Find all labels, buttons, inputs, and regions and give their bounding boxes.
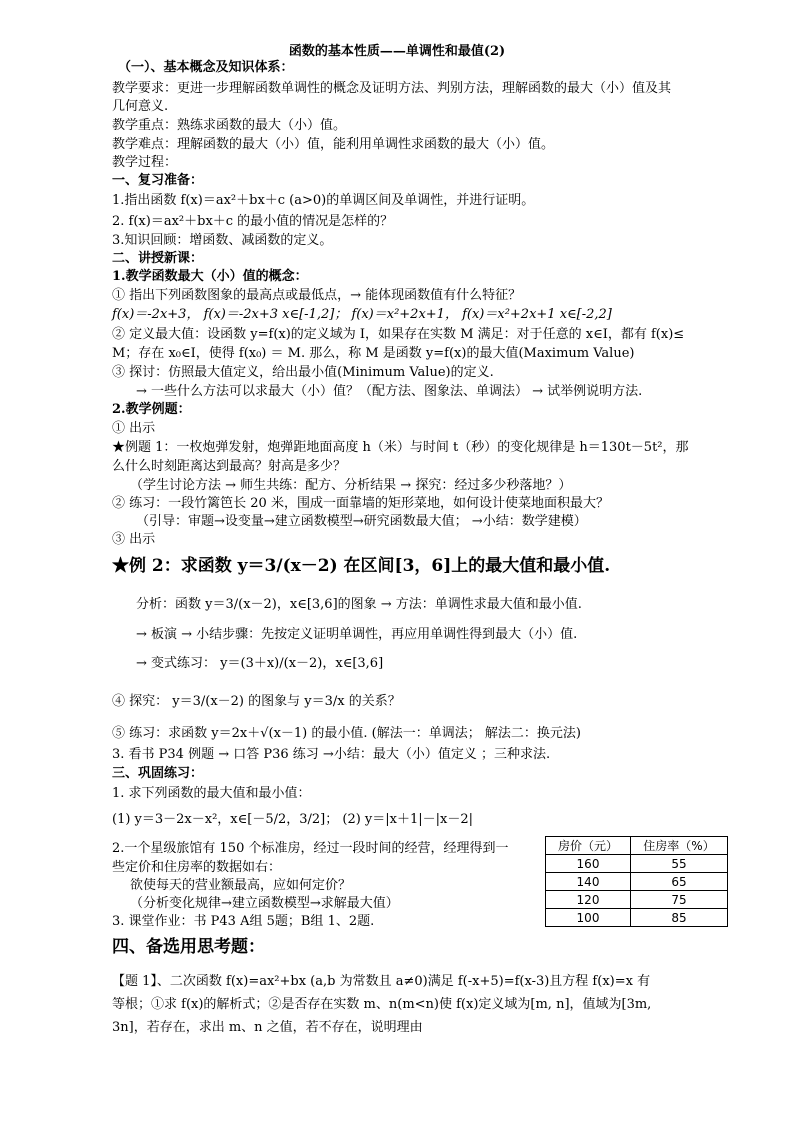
table-cell-price: 100 (546, 909, 631, 927)
page-title: 函数的基本性质——单调性和最值(2) (288, 44, 506, 59)
concept-item-1: ① 指出下列函数图象的最高点或最低点，→ 能体现函数值有什么特征？ (112, 288, 522, 303)
problem-1: 【题 1】、二次函数 f(x)=ax²+bx (a,b 为常数且 a≠0)满足 f(-x+5)=f(x-3)且方程 f(x)=x 有 (112, 974, 651, 989)
table-header-occupancy: 住房率（%） (631, 837, 728, 855)
section-new-lesson: 二、讲授新课： (112, 251, 204, 266)
hotel-problem-cont: 些定价和住房率的数据如右： (112, 860, 282, 875)
review-item-1: 1.指出函数 f(x)＝ax²＋bx＋c (a>0)的单调区间及单调性，并进行证明。 (112, 193, 535, 208)
review-item-2: 2. f(x)＝ax²＋bx＋c 的最小值的情况是怎样的？ (112, 214, 394, 229)
teaching-difficulty: 教学难点：理解函数的最大（小）值，能利用单调性求函数的最大（小）值。 (112, 137, 555, 152)
show-item-3: ③ 出示 (112, 532, 156, 547)
review-item-3: 3.知识回顾：增函数、减函数的定义。 (112, 233, 333, 248)
explore-item-4: ④ 探究： y＝3/(x－2) 的图象与 y＝3/x 的关系？ (112, 694, 401, 709)
example-2: ★例 2：求函数 y＝3/(x－2) 在区间[3，6]上的最大值和最小值. (112, 556, 611, 576)
example-1-cont: 么什么时刻距离达到最高？射高是多少？ (112, 459, 347, 474)
table-row (546, 891, 728, 909)
read-book-item: 3. 看书 P34 例题 → 口答 P36 练习 →小结：最大（小）值定义 ；三种求法. (112, 747, 551, 762)
section-basic-concepts: （一）、基本概念及知识体系： (118, 60, 294, 75)
hotel-question: 欲使每天的营业额最高，应如何定价？ (130, 878, 352, 893)
teaching-requirements: 教学要求：更进一步理解函数单调性的概念及证明方法、判别方法，理解函数的最大（小）值及其 (112, 81, 672, 96)
section-consolidation: 三、巩固练习： (112, 766, 204, 781)
table-cell-price: 120 (546, 891, 631, 909)
practice-fence: ② 练习：一段竹篱笆长 20 米，围成一面靠墙的矩形菜地，如何设计使菜地面积最大？ (112, 496, 609, 511)
practice-item-5: ⑤ 练习：求函数 y＝2x＋√(x－1) 的最小值. (解法一：单调法； 解法二：换元法) (112, 726, 581, 741)
table-cell-price: 160 (546, 855, 631, 873)
subsection-max-min-concept: 1.教学函数最大（小）值的概念： (112, 269, 308, 284)
table-cell-occupancy: 85 (631, 909, 728, 927)
example-1-discussion: （学生讨论方法 → 师生共练：配方、分析结果 → 探究：经过多少秒落地？） (130, 478, 572, 493)
example-2-board: → 板演 → 小结步骤：先按定义证明单调性，再应用单调性得到最大（小）值. (136, 627, 578, 642)
table-header-row (546, 837, 728, 855)
consolidation-item-1: 1. 求下列函数的最大值和最小值： (112, 786, 311, 801)
price-occupancy-table (545, 836, 728, 927)
function-examples: f(x)＝-2x+3， f(x)＝-2x+3 x∈[-1,2]； f(x)＝x²+2x+1， f(x)＝x²+2x+1 x∈[-2,2] (112, 307, 612, 322)
table-row (546, 855, 728, 873)
hotel-problem: 2.一个星级旅馆有 150 个标准房，经过一段时间的经营，经理得到一 (112, 841, 509, 856)
table-cell-occupancy: 65 (631, 873, 728, 891)
table-row (546, 909, 728, 927)
subsection-examples: 2.教学例题： (112, 402, 191, 417)
min-definition-explore: ③ 探讨：仿照最大值定义，给出最小值(Minimum Value)的定义. (112, 365, 494, 380)
example-2-analysis: 分析：函数 y＝3/(x－2)，x∈[3,6]的图象 → 方法：单调性求最大值和最小值. (136, 597, 582, 612)
problem-1-end: 3n]，若存在，求出 m、n 之值，若不存在，说明理由 (112, 1020, 423, 1035)
hotel-analysis: （分析变化规律→建立函数模型→求解最大值） (130, 896, 399, 911)
section-review: 一、复习准备： (112, 173, 204, 188)
example-1: ★例题 1：一枚炮弹发射，炮弹距地面高度 h（米）与时间 t（秒）的变化规律是 h＝130t－5t²，那 (112, 440, 689, 455)
consolidation-functions: (1) y＝3－2x－x²，x∈[－5/2，3/2]； (2) y＝|x＋1|－|x－2| (112, 812, 473, 827)
max-definition-cont: M；存在 x₀∈I，使得 f(x₀) ＝ M. 那么，称 M 是函数 y=f(x)的最大值(Maximum Value) (112, 346, 635, 361)
table-cell-occupancy: 75 (631, 891, 728, 909)
table-cell-occupancy: 55 (631, 855, 728, 873)
teaching-process: 教学过程： (112, 155, 178, 170)
show-item-1: ① 出示 (112, 421, 156, 436)
section-optional-problems: 四、备选用思考题： (112, 937, 265, 957)
table-cell-price: 140 (546, 873, 631, 891)
homework: 3. 课堂作业：书 P43 A组 5题；B组 1、2题. (112, 914, 375, 929)
teaching-focus: 教学重点：熟练求函数的最大（小）值。 (112, 118, 347, 133)
table-header-price: 房价（元） (546, 837, 631, 855)
methods-question: → 一些什么方法可以求最大（小）值？（配方法、图象法、单调法） → 试举例说明方法. (136, 384, 643, 399)
table-row (546, 873, 728, 891)
practice-fence-guide: （引导：审题→设变量→建立函数模型→研究函数最大值； →小结：数学建模） (136, 514, 587, 529)
problem-1-cont: 等根；①求 f(x)的解析式；②是否存在实数 m、n(m<n)使 f(x)定义域为[m, n]，值域为[3m, (112, 997, 652, 1012)
max-definition: ② 定义最大值：设函数 y=f(x)的定义域为 I，如果存在实数 M 满足：对于任意的 x∈I，都有 f(x)≤ (112, 327, 685, 342)
example-2-variant: → 变式练习： y＝(3＋x)/(x－2)，x∈[3,6] (136, 656, 384, 671)
teaching-requirements-cont: 几何意义. (112, 99, 169, 114)
